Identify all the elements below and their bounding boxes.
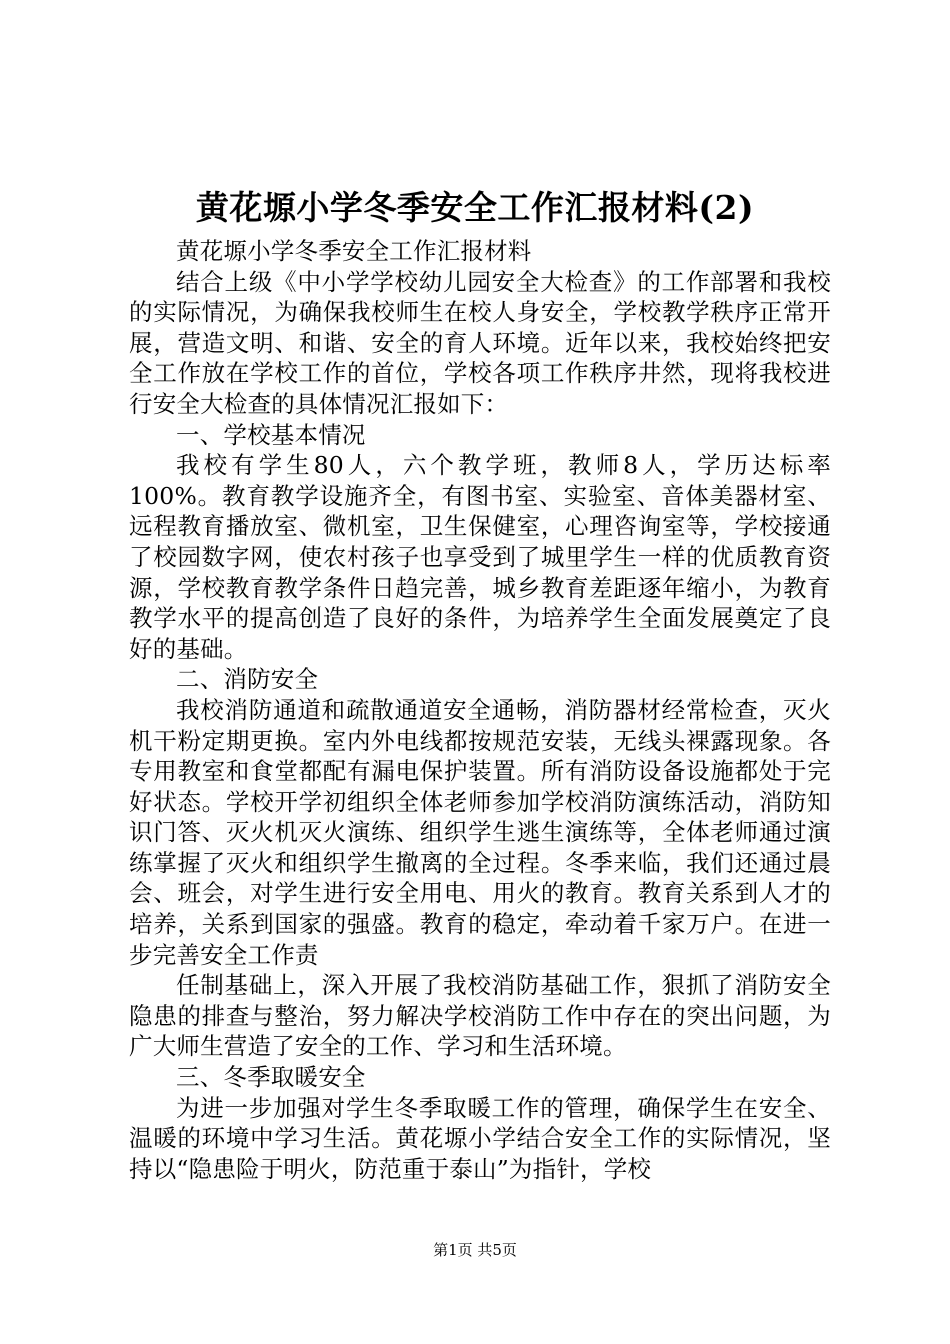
document-title: 黄花塬小学冬季安全工作汇报材料(2) — [195, 188, 755, 227]
section-heading: 二、消防安全 — [176, 665, 319, 694]
body-paragraph: 为进一步加强对学生冬季取暖工作的管理，确保学生在安全、温暖的环境中学习生活。黄花塬小学结合安全工作的实际情况，坚持以“隐患险于明火，防范重于泰山”为指针，学校 — [129, 1093, 831, 1183]
body-paragraph: 我校有学生80人，六个教学班，教师8人，学历达标率100%。教育教学设施齐全，有图书室、实验室、音体美器材室、远程教育播放室、微机室，卫生保健室，心理咨询室等，学校接通了校园数字网，使农村孩子也享受到了城里学生一样的优质教育资源，学校教育教学条件日趋完善，城乡教育差距逐年缩小，为教育教学水平的提高创造了良好的条件，为培养学生全面发展奠定了良好的基础。 — [129, 451, 831, 663]
section-heading: 一、学校基本情况 — [176, 420, 366, 449]
document-body — [129, 236, 831, 1184]
section-heading: 三、冬季取暖安全 — [176, 1063, 366, 1092]
page-number-footer: 第1页 共5页 — [433, 1241, 517, 1259]
body-paragraph: 我校消防通道和疏散通道安全通畅，消防器材经常检查，灭火机干粉定期更换。室内外电线都按规范安装，无线头裸露现象。各专用教室和食堂都配有漏电保护装置。所有消防设备设施都处于完好状态。学校开学初组织全体老师参加学校消防演练活动，消防知识门答、灭火机灭火演练、组织学生逃生演练等，全体老师通过演练掌握了灭火和组织学生撤离的全过程。冬季来临，我们还通过晨会、班会，对学生进行安全用电、用火的教育。教育关系到人才的培养，关系到国家的强盛。教育的稳定，牵动着千家万户。在进一步完善安全工作责 — [129, 695, 831, 969]
body-paragraph: 结合上级《中小学学校幼儿园安全大检查》的工作部署和我校的实际情况，为确保我校师生在校人身安全，学校教学秩序正常开展，营造文明、和谐、安全的育人环境。近年以来，我校始终把安全工作放在学校工作的首位，学校各项工作秩序井然，现将我校进行安全大检查的具体情况汇报如下： — [129, 267, 831, 418]
body-paragraph: 黄花塬小学冬季安全工作汇报材料 — [176, 237, 532, 265]
body-paragraph: 任制基础上，深入开展了我校消防基础工作，狠抓了消防安全隐患的排查与整治，努力解决学校消防工作中存在的突出问题，为广大师生营造了安全的工作、学习和生活环境。 — [129, 971, 831, 1061]
